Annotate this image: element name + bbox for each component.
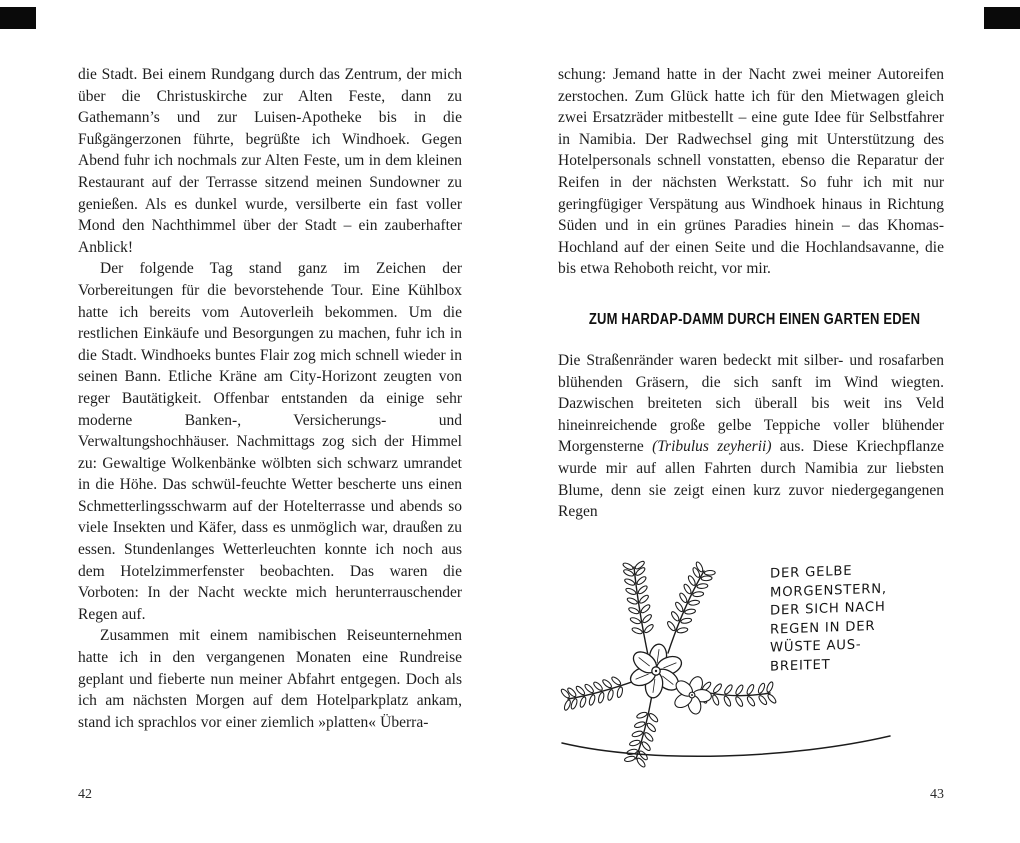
section-heading: ZUM HARDAP-DAMM DURCH EINEN GARTEN EDEN (588, 310, 921, 328)
paragraph-text: aus. Diese Kriechpflanze wurde mir auf allen Fahrten durch Namibia zur liebsten Blume, denn sie zeigt einen kurz zuvor niedergegangenen Regen (558, 438, 944, 521)
print-registration-mark-right (984, 7, 1020, 29)
caption-line: MORGENSTERN, (770, 580, 887, 600)
caption-line: DER GELBE (770, 563, 853, 582)
paragraph: Zusammen mit einem namibischen Reiseunternehmen hatte ich in den vergangenen Monaten eine Rundreise geplant und fieberte nun meiner Abfahrt entgegen. Doch als ich am nächsten Morgen auf dem Hotelparkplatz ankam, stand ich sprachlos vor einer ziemlich »platten« Überra- (78, 627, 462, 731)
right-page (558, 64, 944, 769)
illustration-caption (770, 560, 920, 677)
species-name-italic: (Tribulus zeyherii) (652, 438, 772, 456)
caption-line: DER SICH NACH (770, 599, 886, 619)
paragraph: Der folgende Tag stand ganz im Zeichen der Vorbereitungen für die bevorstehende Tour. Eine Kühlbox hatte ich bereits vom Autoverleih bekommen. Um die restlichen Einkäufe und Besorgungen zu machen, fuhr ich in die Stadt. Windhoeks buntes Flair zog mich schnell wieder in seinen Bann. Etliche Kräne am City-Horizont zeugten von reger Bautätigkeit. Offenbar entstanden da einige sehr moderne Banken-, Versicherungs- und Verwaltungshochhäuser. Nachmittags zog sich der Himmel zu: Gewaltige Wolkenbänke wölbten sich schwarz umrandet in die Höhe. Das schwül-feuchte Wetter bescherte uns einen Schmetterlingsschwarm auf der Hotelterrasse und abends so viele Insekten und Käfer, dass es unmöglich war, draußen zu essen. Stundenlanges Wetterleuchten konnte ich noch aus dem Hotelzimmerfenster beobachten. Das waren die Vorboten: In der Nacht weckte mich herunterrauschender Regen auf. (78, 260, 462, 623)
page-number-right: 43 (930, 787, 944, 802)
caption-line: REGEN IN DER (770, 618, 876, 638)
print-registration-mark-left (0, 7, 36, 29)
caption-line: BREITET (770, 657, 831, 675)
page-number-left: 42 (78, 787, 92, 802)
flower-illustration-block (558, 555, 944, 769)
paragraph: die Stadt. Bei einem Rundgang durch das Zentrum, der mich über die Christuskirche zur Alten Feste, dann zu Gathemann’s und zur Luisen-Apotheke bis in die Fußgängerzonen führte, begrüßte ich Windhoek. Gegen Abend fuhr ich nochmals zur Alten Feste, um in dem kleinen Restaurant auf der Terrasse sitzend meinen Sundowner zu genießen. Als es dunkel wurde, versilberte ein fast voller Mond den Nachthimmel über der Stadt – ein zauberhafter Anblick! (78, 66, 462, 256)
paragraph-text: Die Straßenränder waren bedeckt mit silber- und rosafarben blühenden Gräsern, die sich sanft im Wind wiegten. Dazwischen breiteten sich überall bis weit ins Veld hineinreichende große gelbe Teppiche voller blühender Morgensterne (558, 351, 944, 456)
flower-main (628, 643, 684, 699)
paragraph (558, 350, 944, 523)
caption-line: WÜSTE AUS- (770, 637, 862, 656)
paragraph: schung: Jemand hatte in der Nacht zwei meiner Autoreifen zerstochen. Zum Glück hatte ich für den Mietwagen gleich zwei Ersatzräder mitbestellt – eine gute Idee für Selbstfahrer in Namibia. Der Radwechsel ging mit Unterstützung des Hotelpersonals schnell vonstatten, ebenso die Reparatur der Reifen in der nächsten Werkstatt. So fuhr ich mit nur geringfügiger Verspätung aus Windhoek hinaus in Richtung Süden und in ein grünes Paradies hinein – das Khomas-Hochland auf der einen Seite und die Hochlandsavanne, die bis etwa Rehoboth reicht, vor mir. (558, 66, 944, 278)
left-page (78, 64, 462, 733)
ground-stroke (562, 736, 890, 756)
